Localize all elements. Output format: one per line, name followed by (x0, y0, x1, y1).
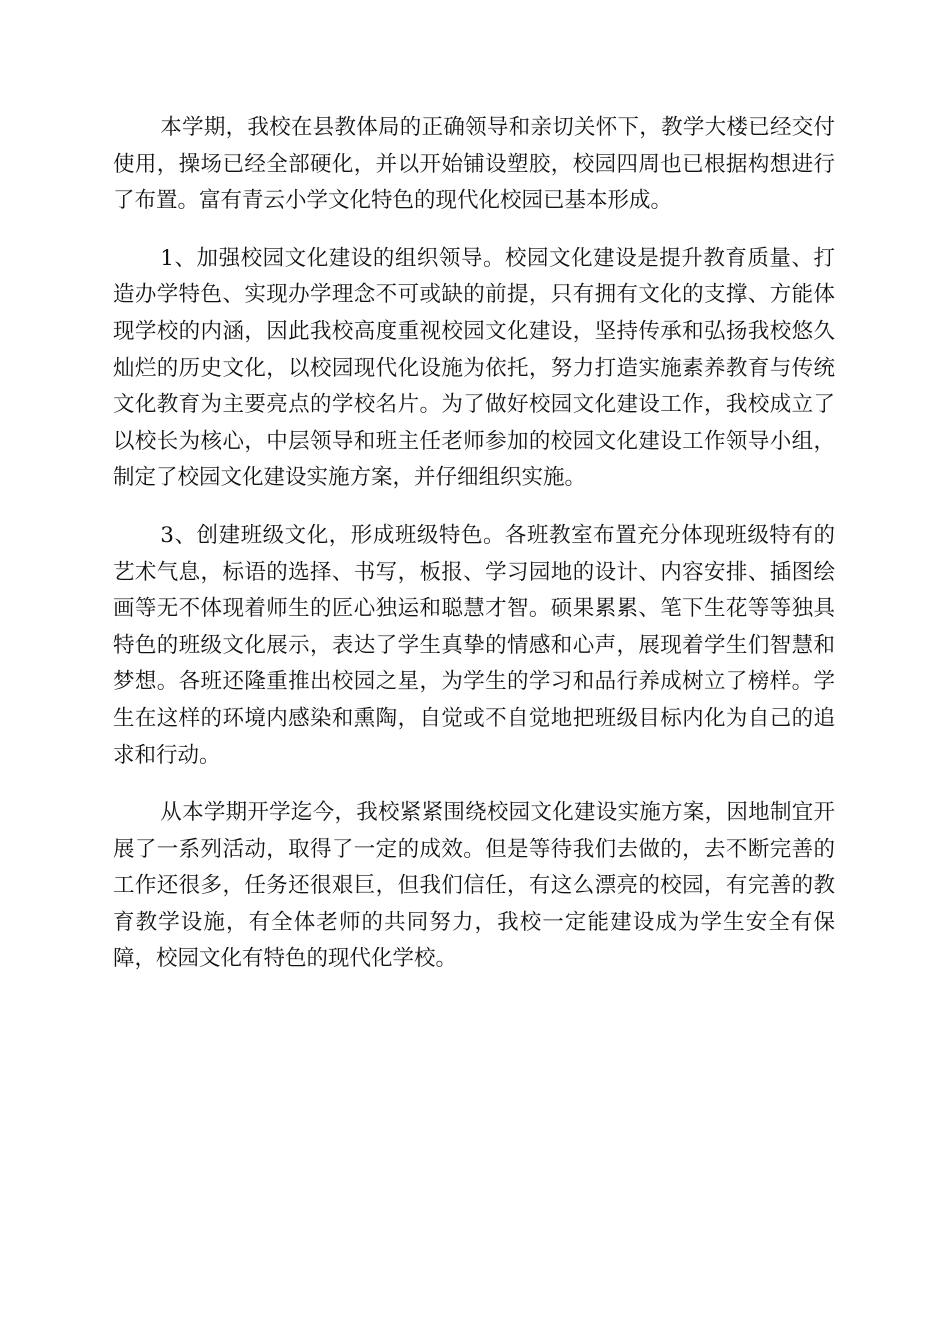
paragraph-organization-leadership: 1、加强校园文化建设的组织领导。校园文化建设是提升教育质量、打造办学特色、实现办学理念不可或缺的前提，只有拥有文化的支撑、方能体现学校的内涵，因此我校高度重视校园文化建设，坚持传承和弘扬我校悠久灿烂的历史文化，以校园现代化设施为依托，努力打造实施素养教育与传统文化教育为主要亮点的学校名片。为了做好校园文化建设工作，我校成立了以校长为核心，中层领导和班主任老师参加的校园文化建设工作领导小组，制定了校园文化建设实施方案，并仔细组织实施。 (113, 245, 835, 491)
paragraph-class-culture: 3、创建班级文化，形成班级特色。各班教室布置充分体现班级特有的艺术气息，标语的选择、书写，板报、学习园地的设计、内容安排、插图绘画等无不体现着师生的匠心独运和聪慧才智。硕果累累、笔下生花等等独具特色的班级文化展示，表达了学生真挚的情感和心声，展现着学生们智慧和梦想。各班还隆重推出校园之星，为学生的学习和品行养成树立了榜样。学生在这样的环境内感染和熏陶，自觉或不自觉地把班级目标内化为自己的追求和行动。 (113, 522, 835, 768)
paragraph-intro: 本学期，我校在县教体局的正确领导和亲切关怀下，教学大楼已经交付使用，操场已经全部硬化，并以开始铺设塑胶，校园四周也已根据构想进行了布置。富有青云小学文化特色的现代化校园已基本形成。 (113, 115, 835, 214)
paragraph-conclusion: 从本学期开学迄今，我校紧紧围绕校园文化建设实施方案，因地制宜开展了一系列活动，取得了一定的成效。但是等待我们去做的，去不断完善的工作还很多，任务还很艰巨，但我们信任，有这么漂亮的校园，有完善的教育教学设施，有全体老师的共同努力，我校一定能建设成为学生安全有保障，校园文化有特色的现代化学校。 (113, 800, 835, 972)
document-body (113, 110, 835, 999)
